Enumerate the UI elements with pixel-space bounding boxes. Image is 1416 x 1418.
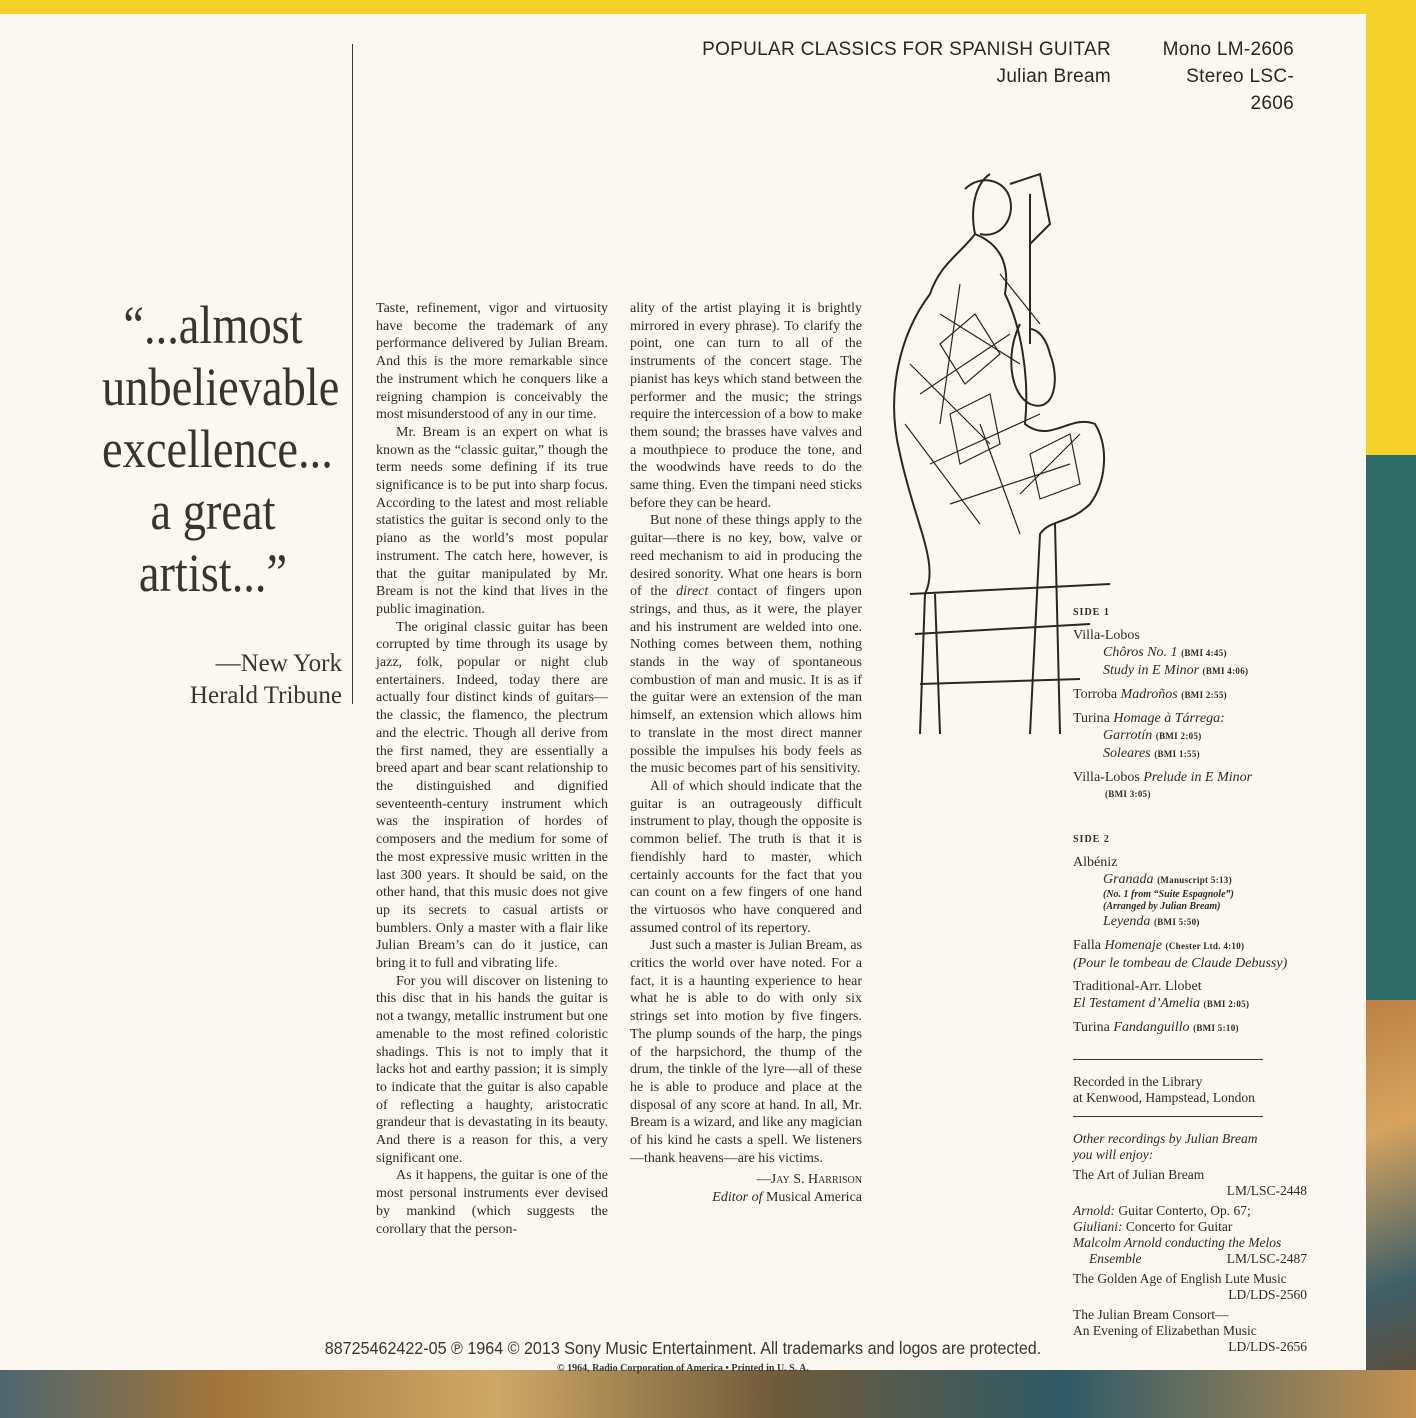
track-title: Homage à Tárrega: xyxy=(1113,711,1225,726)
track-listing xyxy=(1073,604,1313,1355)
recording-line: Recorded in the Library xyxy=(1073,1074,1203,1089)
notes-paragraph: Just such a master is Julian Bream, as critics the world over have noted. For a fact, it is a haunting experience to hear what he is able to do with only six strings set into motion by five fingers. The plump sounds of the harp, the pings of the harpsichord, the thump of the drum, the tinkle of the lyre—all of these he is able to produce and place at the disposal of any score at hand. In all, Mr. Bream is a wizard, and like any magician of his kind he casts a spell. We listeners—thank heavens—are his victims. xyxy=(630,938,862,1166)
track-rights: (BMI 5:10) xyxy=(1193,1023,1239,1033)
notes-paragraph: All of which should indicate that the guitar is an outrageously difficult instrument to play, though the opposite is common belief. The truth is that it is fiendishly hard to master, which certainly accounts for the fact that you can count on a few fingers of one hand the virtuosos who have conquered and assumed control of its repertory. xyxy=(630,778,862,936)
track-title: Chôros No. 1 xyxy=(1103,645,1178,660)
author-role xyxy=(630,1189,862,1207)
notes-paragraph: Mr. Bream is an expert on what is known as the “classic guitar,” though the term needs some defining if its true significance is to be put into sharp focus. According to the latest and most reliable statistics the guitar is second only to the piano as the world’s most popular instrument. The catch here, however, is that the guitar manipulated by Mr. Bream is not the kind that lives in the public imagination. xyxy=(376,424,608,617)
track-rights: (BMI 4:45) xyxy=(1181,648,1227,658)
quote-line: unbelievable xyxy=(102,357,340,417)
track-item xyxy=(1073,745,1313,763)
composer: Albéniz xyxy=(1073,855,1118,870)
track-title: Granada xyxy=(1103,872,1154,887)
original-copyright-line: © 1964, Radio Corporation of America • Printed in U. S. A. xyxy=(557,1363,809,1374)
track-item xyxy=(1073,937,1313,955)
author-role-publication: Musical America xyxy=(762,1190,862,1206)
recording-title: An Evening of Elizabethan Music xyxy=(1073,1323,1257,1338)
top-yellow-border xyxy=(0,0,1416,14)
recording-line: at Kenwood, Hampstead, London xyxy=(1073,1090,1255,1105)
notes-signature xyxy=(630,1171,862,1207)
recording-title xyxy=(1073,1203,1313,1219)
track-item xyxy=(1073,727,1313,745)
track-title: Madroños xyxy=(1120,687,1178,702)
artist-name: Julian Bream xyxy=(996,66,1111,87)
notes-paragraph: Taste, refinement, vigor and virtuosity have become the trademark of any performance delivered by Julian Bream. And this is the more remarkable since the instrument which he conquers like a reigning champion is conceivably the most misunderstood of any in our time. xyxy=(376,301,608,423)
recording-title: The Art of Julian Bream xyxy=(1073,1167,1205,1182)
track-rights: (BMI 2:05) xyxy=(1203,999,1250,1009)
side-2-label: SIDE 2 xyxy=(1073,834,1110,845)
track-item xyxy=(1073,710,1313,727)
author-role-prefix: Editor of xyxy=(712,1190,763,1206)
bottom-art-border xyxy=(0,1370,1416,1418)
track-note: (Arranged by Julian Bream) xyxy=(1103,901,1221,912)
composer: Villa-Lobos xyxy=(1073,770,1140,785)
right-yellow-border xyxy=(1366,0,1416,455)
track-item xyxy=(1073,1019,1313,1037)
composer: Traditional-Arr. Llobet xyxy=(1073,979,1202,994)
track-rights: (BMI 2:55) xyxy=(1181,690,1227,700)
recording-title: The Julian Bream Consort— xyxy=(1073,1307,1229,1322)
recording-catalog: LM/LSC-2448 xyxy=(1226,1183,1307,1198)
divider xyxy=(1073,1116,1263,1117)
track-rights: (BMI 2:05) xyxy=(1155,731,1202,741)
notes-column-1 xyxy=(376,300,608,1238)
author-name: —Jay S. Harrison xyxy=(756,1172,862,1188)
notes-paragraph: The original classic guitar has been corrupted by time through its usage by jazz, folk, popular or night club entertainers. Indeed, today there are actually four distinct kinds of guitars—the classic, the flamenco, the plectrum and the electric. Though all derive from the first named, they are essentially a breed apart and bear scant relationship to the distinguished and dignified seventeenth-century instrument which was the inspiration of hordes of composers and the medium for some of the most expressive music written in the last 300 years. It should be said, on the other hand, that this music does not give up its secrets to casual artists or bumblers. Only a master with a flair like Julian Bream’s can do it justice, can bring it to full and vibrating life. xyxy=(376,619,608,972)
other-heading: you will enjoy: xyxy=(1073,1147,1154,1162)
track-note: (No. 1 from “Suite Espagnole”) xyxy=(1103,889,1234,900)
recording-text: Guitar Conterto, Op. 67; xyxy=(1115,1203,1251,1218)
recording-title xyxy=(1073,1219,1313,1235)
track-title: Homenaje xyxy=(1104,938,1163,953)
recording-catalog: LM/LSC-2487 xyxy=(1226,1251,1307,1266)
attribution-line: —New York xyxy=(215,650,342,677)
recording-title: Malcolm Arnold conducting the Melos xyxy=(1073,1235,1282,1250)
track-item xyxy=(1073,913,1313,931)
composer: Falla xyxy=(1073,938,1101,953)
track-item xyxy=(1073,662,1313,680)
album-header xyxy=(702,36,1294,117)
notes-text: But none of these things apply to the guitar—there is no key, bow, valve or reed mechanism to aid in producing the desired sonority. What one hears is born of the xyxy=(630,513,862,600)
right-teal-border xyxy=(1366,455,1416,1020)
track-rights: (BMI 5:50) xyxy=(1153,917,1200,927)
notes-paragraph: ality of the artist playing it is brightly mirrored in every phrase). To clarify the point, one can turn to all of the instruments of the concert stage. The pianist has keys which stand between the performer and the music; the strings require the intercession of a bow to make them sound; the brasses have valves and a mouthpiece to produce the tone, and the woodwinds have reeds to do the same thing. Even the timpani need sticks before they can be heard. xyxy=(630,301,862,511)
notes-emphasis: direct xyxy=(676,584,709,600)
recording-title: Ensemble xyxy=(1089,1251,1142,1266)
composer: Arnold: xyxy=(1073,1203,1115,1218)
track-rights: (Manuscript 5:13) xyxy=(1157,875,1232,885)
composer: Torroba xyxy=(1073,687,1118,702)
quote-attribution xyxy=(150,648,342,712)
recording-text: Concerto for Guitar xyxy=(1122,1219,1233,1234)
notes-paragraph: As it happens, the guitar is one of the most personal instruments ever devised by mankind (which suggests the corollary that the person- xyxy=(376,1168,608,1237)
recording-location xyxy=(1073,1074,1313,1106)
notes-paragraph xyxy=(630,512,862,778)
mono-catalog: Mono LM-2606 xyxy=(1162,39,1294,60)
composer: Giuliani: xyxy=(1073,1219,1123,1234)
track-title: Leyenda xyxy=(1103,914,1151,929)
other-recordings xyxy=(1073,1131,1313,1355)
track-title: Prelude in E Minor xyxy=(1143,770,1253,785)
track-rights: (BMI 3:05) xyxy=(1105,789,1151,799)
recording-catalog: LD/LDS-2656 xyxy=(1228,1339,1307,1354)
divider xyxy=(1073,1059,1263,1060)
recording-row xyxy=(1073,1251,1313,1267)
other-heading: Other recordings by Julian Bream xyxy=(1073,1131,1258,1146)
recording-catalog: LD/LDS-2560 xyxy=(1228,1287,1307,1302)
notes-paragraph: For you will discover on listening to this disc that in his hands the guitar is not a twangy, metallic instrument but one amenable to the most refined coloristic shadings. This is not to imply that it lacks hot and earthy passion; it is simply to indicate that the guitar is also capable of reflecting a haughty, aristocratic grandeur that is devastating in its beauty. And there is a reason for this, a very significant one. xyxy=(376,973,608,1166)
track-item xyxy=(1073,686,1313,704)
attribution-line: Herald Tribune xyxy=(189,682,342,709)
track-rights: (BMI 1:55) xyxy=(1154,749,1200,759)
track-title: El Testament d’Amelia xyxy=(1073,996,1201,1011)
press-quote xyxy=(102,294,340,604)
track-rights: (Chester Ltd. 4:10) xyxy=(1165,941,1245,951)
recording-title: The Golden Age of English Lute Music xyxy=(1073,1271,1287,1286)
composer: Villa-Lobos xyxy=(1073,628,1140,643)
quote-line: “...almost xyxy=(123,295,303,355)
track-item xyxy=(1073,995,1313,1013)
quote-line: excellence... xyxy=(102,419,333,479)
stereo-catalog: Stereo LSC-2606 xyxy=(1186,66,1294,114)
side-1-label: SIDE 1 xyxy=(1073,607,1110,618)
composer: Turina xyxy=(1073,1020,1110,1035)
quote-line: artist...” xyxy=(138,543,288,603)
notes-text: contact of fingers upon strings, and thus, as it were, the player and his instrument are welded into one. Nothing comes between them, nothing stands in the way of spontaneous combustion of man and music. It is as if the guitar were an extension of the man himself, an extension which allows him to translate in the most direct manner possible the impulses his body feels as the music becomes part of his sensitivity. xyxy=(630,584,862,777)
quote-line: a great xyxy=(150,481,276,541)
track-title: Soleares xyxy=(1103,746,1151,761)
copyright-line: 88725462422-05 ℗ 1964 © 2013 Sony Music Entertainment. All trademarks and logos are protected. xyxy=(324,1338,1042,1358)
notes-column-2 xyxy=(630,300,862,1207)
liner-notes-sheet xyxy=(0,14,1366,1374)
track-item xyxy=(1073,769,1313,786)
vertical-divider xyxy=(352,44,353,704)
track-rights: (BMI 4:06) xyxy=(1202,666,1249,676)
track-note: (Pour le tombeau de Claude Debussy) xyxy=(1073,956,1288,971)
track-title: Garrotín xyxy=(1103,728,1153,743)
composer: Turina xyxy=(1073,711,1110,726)
album-title: POPULAR CLASSICS FOR SPANISH GUITAR xyxy=(702,39,1111,60)
track-title: Study in E Minor xyxy=(1103,663,1200,678)
track-item xyxy=(1073,644,1313,662)
track-item xyxy=(1073,871,1313,889)
track-title: Fandanguillo xyxy=(1113,1020,1190,1035)
